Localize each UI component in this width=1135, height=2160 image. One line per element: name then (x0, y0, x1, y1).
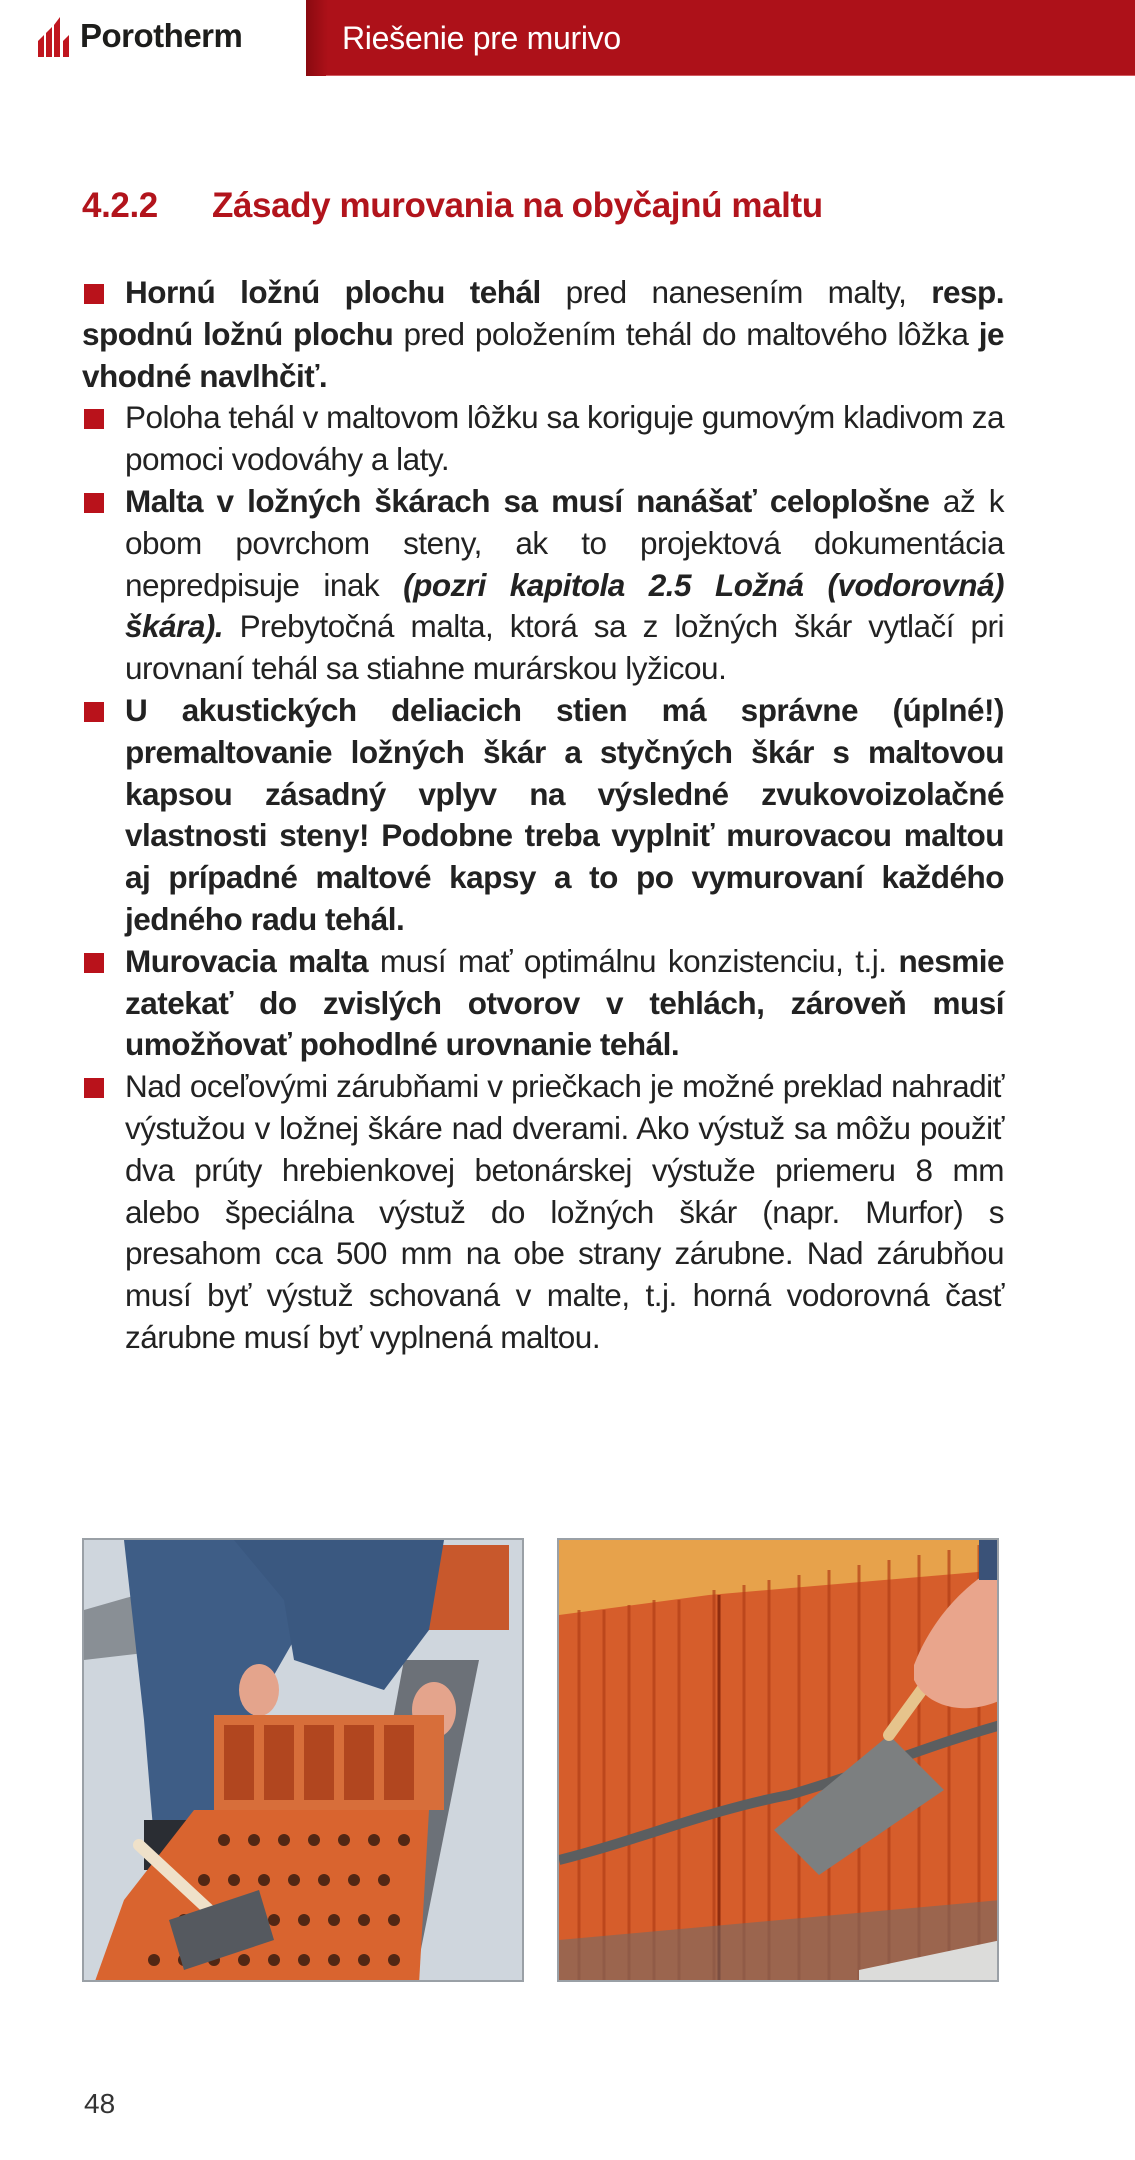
list-item (82, 397, 1004, 481)
page-header (0, 0, 1135, 76)
bullet-square-icon (84, 284, 104, 304)
bullet-square-icon (84, 409, 104, 429)
text-run: Prebytočná malta, ktorá sa z ložných škár vytlačí pri urovnaní tehál sa stiahne murárskou lyžicou. (125, 608, 1004, 687)
text-run: resp. spodnú ložnú plochu (82, 274, 1004, 352)
header-divider (326, 75, 1135, 76)
text-run: až k obom povrchom steny, ak to projektová dokumentácia nepredpisuje inak (125, 482, 1004, 603)
logo-text: Porotherm (80, 17, 243, 54)
section-title: Zásady murovania na obyčajnú maltu (212, 186, 823, 225)
text-run: Hornú ložnú plochu tehál (125, 274, 541, 310)
bullet-square-icon (84, 953, 104, 973)
porotherm-logo (36, 14, 242, 58)
photo-trowel-mortar (557, 1538, 999, 1982)
text-run: musí mať optimálnu konzistenciu, t.j. (367, 942, 899, 979)
text-run: pred nanesením malty, (540, 274, 932, 310)
page-number: 48 (84, 2088, 116, 2119)
porotherm-logo-icon (36, 15, 76, 57)
list-item (82, 481, 1004, 690)
photo-icon (84, 1540, 524, 1982)
text-run: (pozri kapitola 2.5 Ložná (vodorovná) škára). (125, 566, 1004, 645)
photo-icon (559, 1540, 999, 1982)
list-item (82, 690, 1004, 941)
list-item (82, 941, 1004, 1066)
header-band (306, 0, 1135, 76)
text-run: Nad oceľovými zárubňami v priečkach je možné preklad nahradiť výstužou v ložnej škáre nad dverami. Ako výstuž sa môžu použiť dva prúty hrebienkovej betonárskej výstuže priemeru 8 mm alebo špeciálna výstuž do ložných škár (napr. Murfor) s presahom cca 500 mm na obe strany zárubne. Nad zárubňou musí byť výstuž schovaná v malte, t.j. horná vodorovná časť zárubne musí byť vyplnená maltou. (125, 1068, 1004, 1355)
text-run: nesmie zatekať do zvislých otvorov v tehlách, zároveň musí umožňovať pohodlné urovnanie tehál. (125, 942, 1004, 1063)
text-run: Murovacia malta (125, 942, 368, 979)
bullet-square-icon (84, 1078, 104, 1098)
section-heading (82, 186, 823, 226)
bullet-square-icon (84, 493, 104, 513)
text-run: pred položením tehál do maltového lôžka (393, 315, 979, 352)
text-run: Poloha tehál v maltovom lôžku sa koriguje gumovým kladivom za pomoci vodováhy a laty. (125, 399, 1004, 478)
bullet-square-icon (84, 702, 104, 722)
list-item (82, 272, 1004, 397)
photo-laying-bricks (82, 1538, 524, 1982)
text-run: je vhodné navlhčiť. (82, 315, 1004, 394)
header-title: Riešenie pre murivo (342, 20, 621, 56)
bullet-list (82, 272, 1004, 1359)
text-run: Malta v ložných škárach sa musí nanášať celoplošne (125, 482, 930, 519)
section-number: 4.2.2 (82, 186, 158, 225)
list-item (82, 1066, 1004, 1359)
text-run: U akustických deliacich stien má správne (úplné!) premaltovanie ložných škár a styčných škár s maltovou kapsou zásadný vplyv na výsledné zvukovoizolačné vlastnosti steny! Podobne treba vyplniť murovacou maltou aj prípadné maltové kapsy a to po vymurovaní každého jedného radu tehál. (125, 691, 1004, 937)
